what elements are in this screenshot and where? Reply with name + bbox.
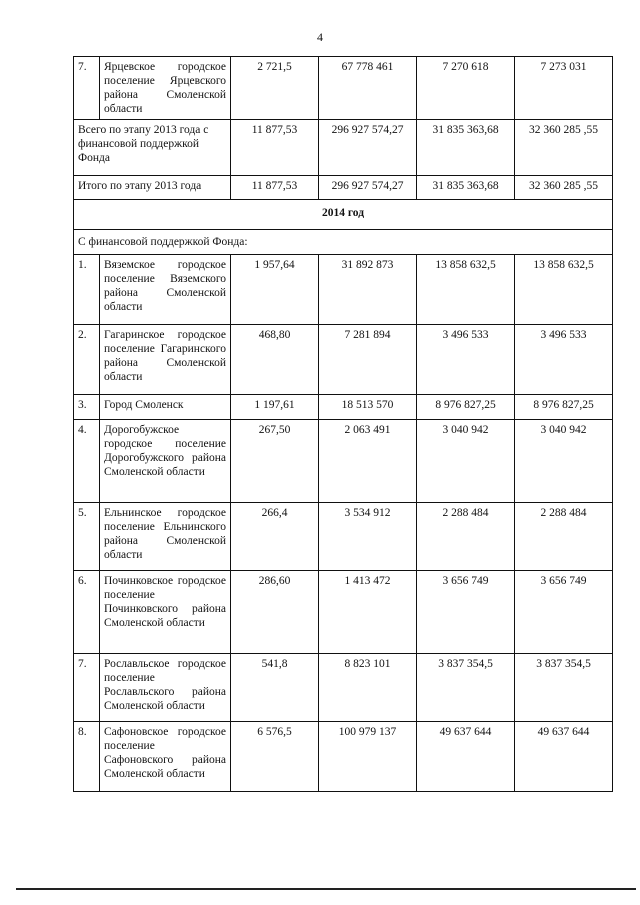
- area-value: 266,4: [231, 503, 319, 571]
- row-number: 6.: [74, 571, 100, 654]
- municipality-name: Вяземское городское поселение Вяземского района Смоленской области: [100, 255, 231, 325]
- municipality-name: Ельнинское городское поселение Ельнинского района Смоленской области: [100, 503, 231, 571]
- budget-value: 3 656 749: [515, 571, 613, 654]
- cost-value: 7 281 894: [319, 325, 417, 395]
- row-number: 7.: [74, 654, 100, 722]
- area-value: 2 721,5: [231, 57, 319, 120]
- table-row: [74, 571, 613, 654]
- total-label: Итого по этапу 2013 года: [74, 176, 231, 200]
- bottom-rule: [16, 888, 636, 890]
- budget-value: 3 837 354,5: [515, 654, 613, 722]
- table-row: [74, 57, 613, 120]
- budget-value: 13 858 632,5: [515, 255, 613, 325]
- municipality-name: Гагаринское городское поселение Гагаринского района Смоленской области: [100, 325, 231, 395]
- budget-value: 8 976 827,25: [515, 395, 613, 420]
- fund-value: 49 637 644: [417, 722, 515, 792]
- cost-value: 100 979 137: [319, 722, 417, 792]
- budget-value: 2 288 484: [515, 503, 613, 571]
- cost-value: 3 534 912: [319, 503, 417, 571]
- area-value: 541,8: [231, 654, 319, 722]
- cost-value: 18 513 570: [319, 395, 417, 420]
- table-row: [74, 503, 613, 571]
- area-value: 267,50: [231, 420, 319, 503]
- table-row-total: [74, 176, 613, 200]
- cost-value: 8 823 101: [319, 654, 417, 722]
- subsection-row: [74, 230, 613, 255]
- table-row: [74, 654, 613, 722]
- area-value: 1 197,61: [231, 395, 319, 420]
- row-number: 2.: [74, 325, 100, 395]
- fund-value: 8 976 827,25: [417, 395, 515, 420]
- fund-value: 2 288 484: [417, 503, 515, 571]
- row-number: 3.: [74, 395, 100, 420]
- area-value: 468,80: [231, 325, 319, 395]
- fund-value: 31 835 363,68: [417, 176, 515, 200]
- fund-value: 3 040 942: [417, 420, 515, 503]
- table-row-total: [74, 120, 613, 176]
- fund-value: 3 656 749: [417, 571, 515, 654]
- budget-value: 3 040 942: [515, 420, 613, 503]
- cost-value: 296 927 574,27: [319, 176, 417, 200]
- allocation-table: [73, 56, 613, 792]
- fund-value: 3 496 533: [417, 325, 515, 395]
- area-value: 286,60: [231, 571, 319, 654]
- row-number: 1.: [74, 255, 100, 325]
- table-row: [74, 420, 613, 503]
- budget-value: 32 360 285 ,55: [515, 120, 613, 176]
- municipality-name: Сафоновское городское поселение Сафоновского района Смоленской области: [100, 722, 231, 792]
- cost-value: 31 892 873: [319, 255, 417, 325]
- table-row: [74, 395, 613, 420]
- section-subtitle: С финансовой поддержкой Фонда:: [74, 230, 613, 255]
- fund-value: 3 837 354,5: [417, 654, 515, 722]
- area-value: 6 576,5: [231, 722, 319, 792]
- cost-value: 1 413 472: [319, 571, 417, 654]
- municipality-name: Ярцевское городское поселение Ярцевского района Смоленской области: [100, 57, 231, 120]
- fund-value: 31 835 363,68: [417, 120, 515, 176]
- municipality-name: Рославльское городское поселение Рославльского района Смоленской области: [100, 654, 231, 722]
- table-row: [74, 325, 613, 395]
- budget-value: 32 360 285 ,55: [515, 176, 613, 200]
- area-value: 11 877,53: [231, 120, 319, 176]
- cost-value: 296 927 574,27: [319, 120, 417, 176]
- table-row: [74, 722, 613, 792]
- municipality-name: Починковское городское поселение Починковского района Смоленской области: [100, 571, 231, 654]
- budget-value: 49 637 644: [515, 722, 613, 792]
- table-row: [74, 255, 613, 325]
- row-number: 4.: [74, 420, 100, 503]
- municipality-name: Город Смоленск: [100, 395, 231, 420]
- fund-value: 7 270 618: [417, 57, 515, 120]
- budget-value: 7 273 031: [515, 57, 613, 120]
- budget-value: 3 496 533: [515, 325, 613, 395]
- page-number: 4: [317, 30, 323, 44]
- area-value: 1 957,64: [231, 255, 319, 325]
- section-row: [74, 200, 613, 230]
- area-value: 11 877,53: [231, 176, 319, 200]
- cost-value: 2 063 491: [319, 420, 417, 503]
- row-number: 8.: [74, 722, 100, 792]
- municipality-name: Дорогобужское городское поселение Дорогобужского района Смоленской области: [100, 420, 231, 503]
- cost-value: 67 778 461: [319, 57, 417, 120]
- section-title: 2014 год: [74, 200, 613, 230]
- row-number: 7.: [74, 57, 100, 120]
- total-label: Всего по этапу 2013 года с финансовой поддержкой Фонда: [74, 120, 231, 176]
- row-number: 5.: [74, 503, 100, 571]
- fund-value: 13 858 632,5: [417, 255, 515, 325]
